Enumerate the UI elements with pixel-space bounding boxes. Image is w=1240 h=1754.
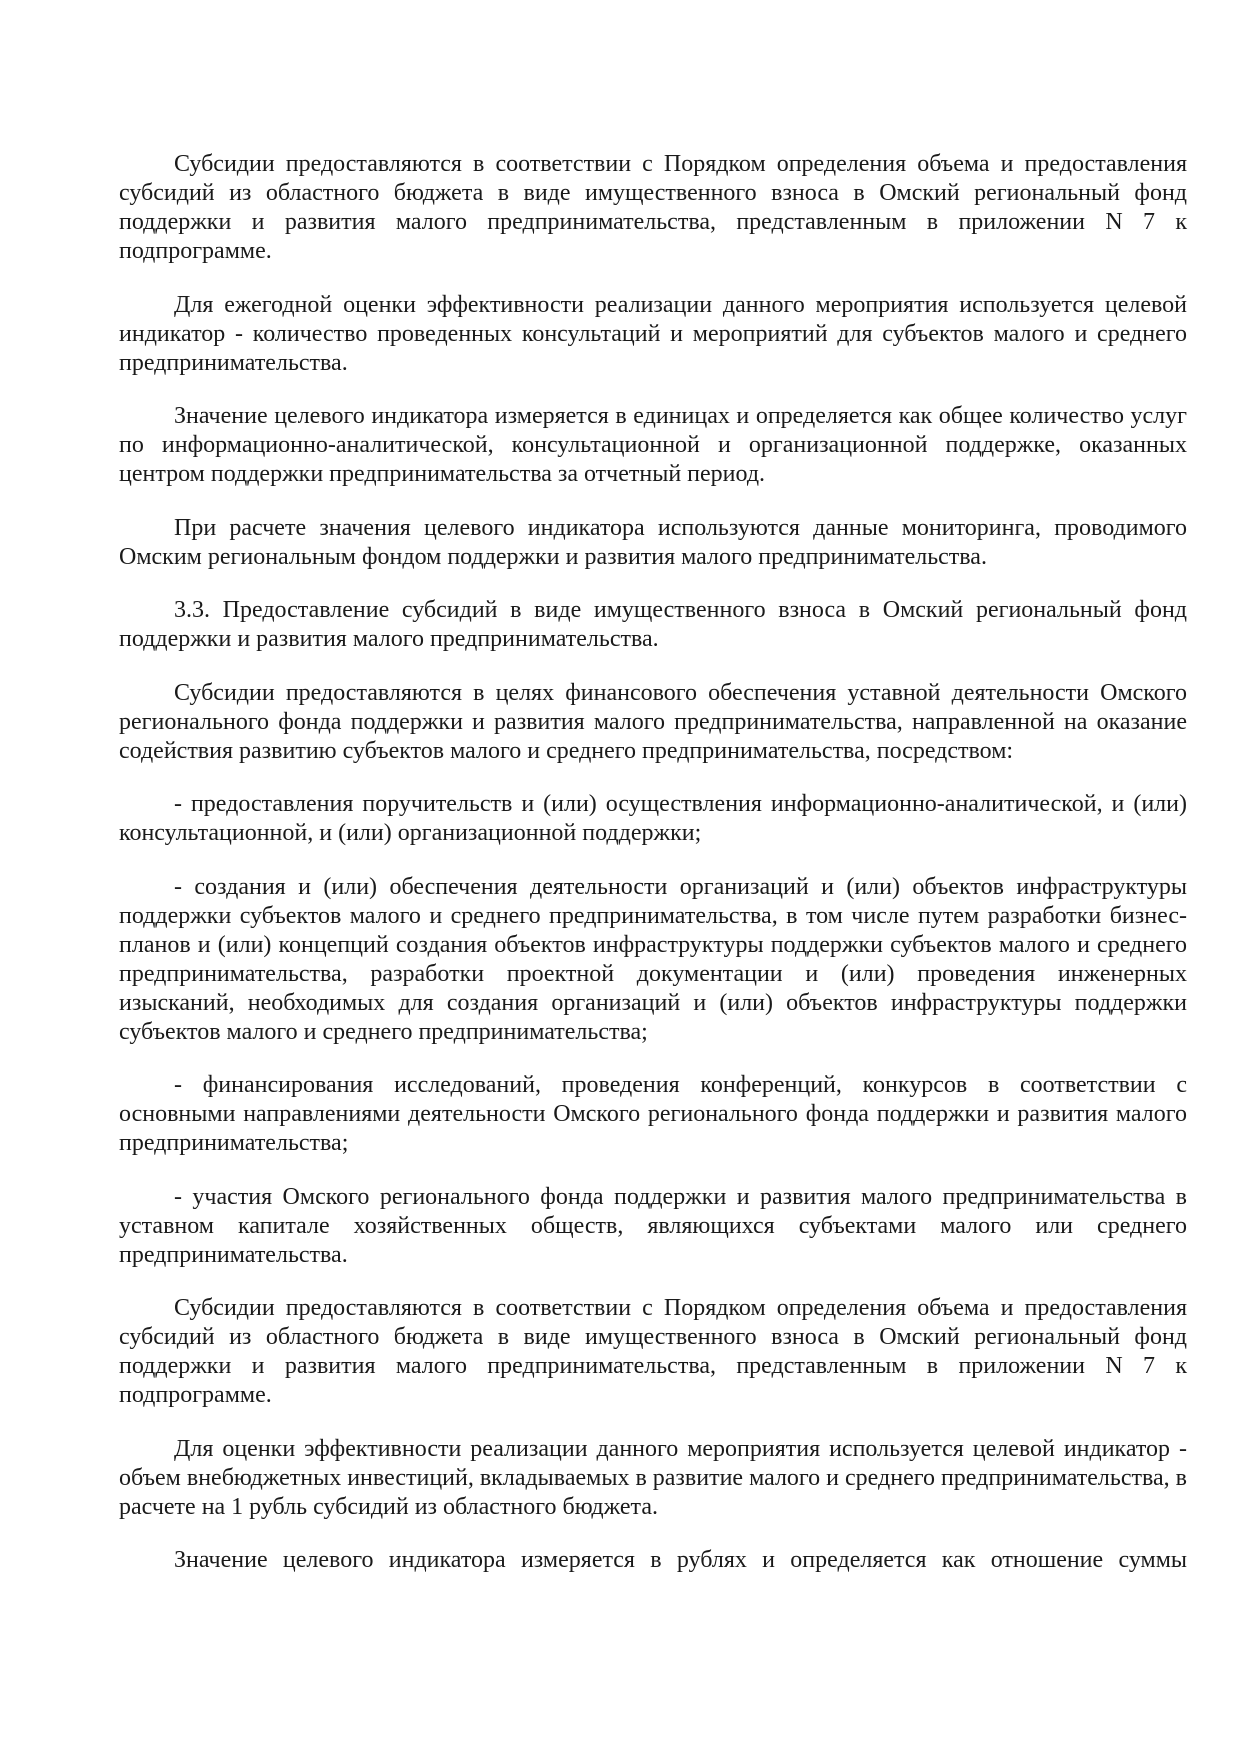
- list-item: - предоставления поручительств и (или) осуществления информационно-аналитической, и (или) консультационной, и (или) организационной поддержки;: [119, 791, 1187, 846]
- paragraph: Для оценки эффективности реализации данного мероприятия используется целевой индикатор - объем внебюджетных инвестиций, вкладываемых в развитие малого и среднего предпринимательства, в расчете на 1 рубль субсидий из областного бюджета.: [119, 1435, 1187, 1520]
- paragraph: Для ежегодной оценки эффективности реализации данного мероприятия используется целевой индикатор - количество проведенных консультаций и мероприятий для субъектов малого и среднего предпринимательства.: [119, 291, 1187, 376]
- paragraph: Субсидии предоставляются в целях финансового обеспечения уставной деятельности Омского регионального фонда поддержки и развития малого предпринимательства, направленной на оказание содействия развитию субъектов малого и среднего предпринимательства, посредством:: [119, 679, 1187, 764]
- list-item: - создания и (или) обеспечения деятельности организаций и (или) объектов инфраструктуры поддержки субъектов малого и среднего предпринимательства, в том числе путем разработки бизнес-планов и (или) концепций создания объектов инфраструктуры поддержки субъектов малого и среднего предпринимательства, разработки проектной документации и (или) проведения инженерных изысканий, необходимых для создания организаций и (или) объектов инфраструктуры поддержки субъектов малого и среднего предпринимательства;: [119, 873, 1187, 1045]
- list-item: - участия Омского регионального фонда поддержки и развития малого предпринимательства в уставном капитале хозяйственных обществ, являющихся субъектами малого или среднего предпринимательства.: [119, 1183, 1187, 1268]
- paragraph: Субсидии предоставляются в соответствии с Порядком определения объема и предоставления субсидий из областного бюджета в виде имущественного взноса в Омский региональный фонд поддержки и развития малого предпринимательства, представленным в приложении N 7 к подпрограмме.: [119, 151, 1187, 264]
- section-heading-3-3: 3.3. Предоставление субсидий в виде имущественного взноса в Омский региональный фонд поддержки и развития малого предпринимательства.: [119, 597, 1187, 652]
- paragraph: Субсидии предоставляются в соответствии с Порядком определения объема и предоставления субсидий из областного бюджета в виде имущественного взноса в Омский региональный фонд поддержки и развития малого предпринимательства, представленным в приложении N 7 к подпрограмме.: [119, 1295, 1187, 1408]
- paragraph-last-line: Значение целевого индикатора измеряется в рублях и определяется как отношение суммы: [174, 1547, 1187, 1573]
- document-page: [119, 150, 1187, 1575]
- list-item: - финансирования исследований, проведения конференций, конкурсов в соответствии с основными направлениями деятельности Омского регионального фонда поддержки и развития малого предпринимательства;: [119, 1072, 1187, 1156]
- paragraph: При расчете значения целевого индикатора используются данные мониторинга, проводимого Омским региональным фондом поддержки и развития малого предпринимательства.: [119, 514, 1187, 570]
- paragraph: Значение целевого индикатора измеряется в единицах и определяется как общее количество услуг по информационно-аналитической, консультационной и организационной поддержке, оказанных центром поддержки предпринимательства за отчетный период.: [119, 403, 1187, 487]
